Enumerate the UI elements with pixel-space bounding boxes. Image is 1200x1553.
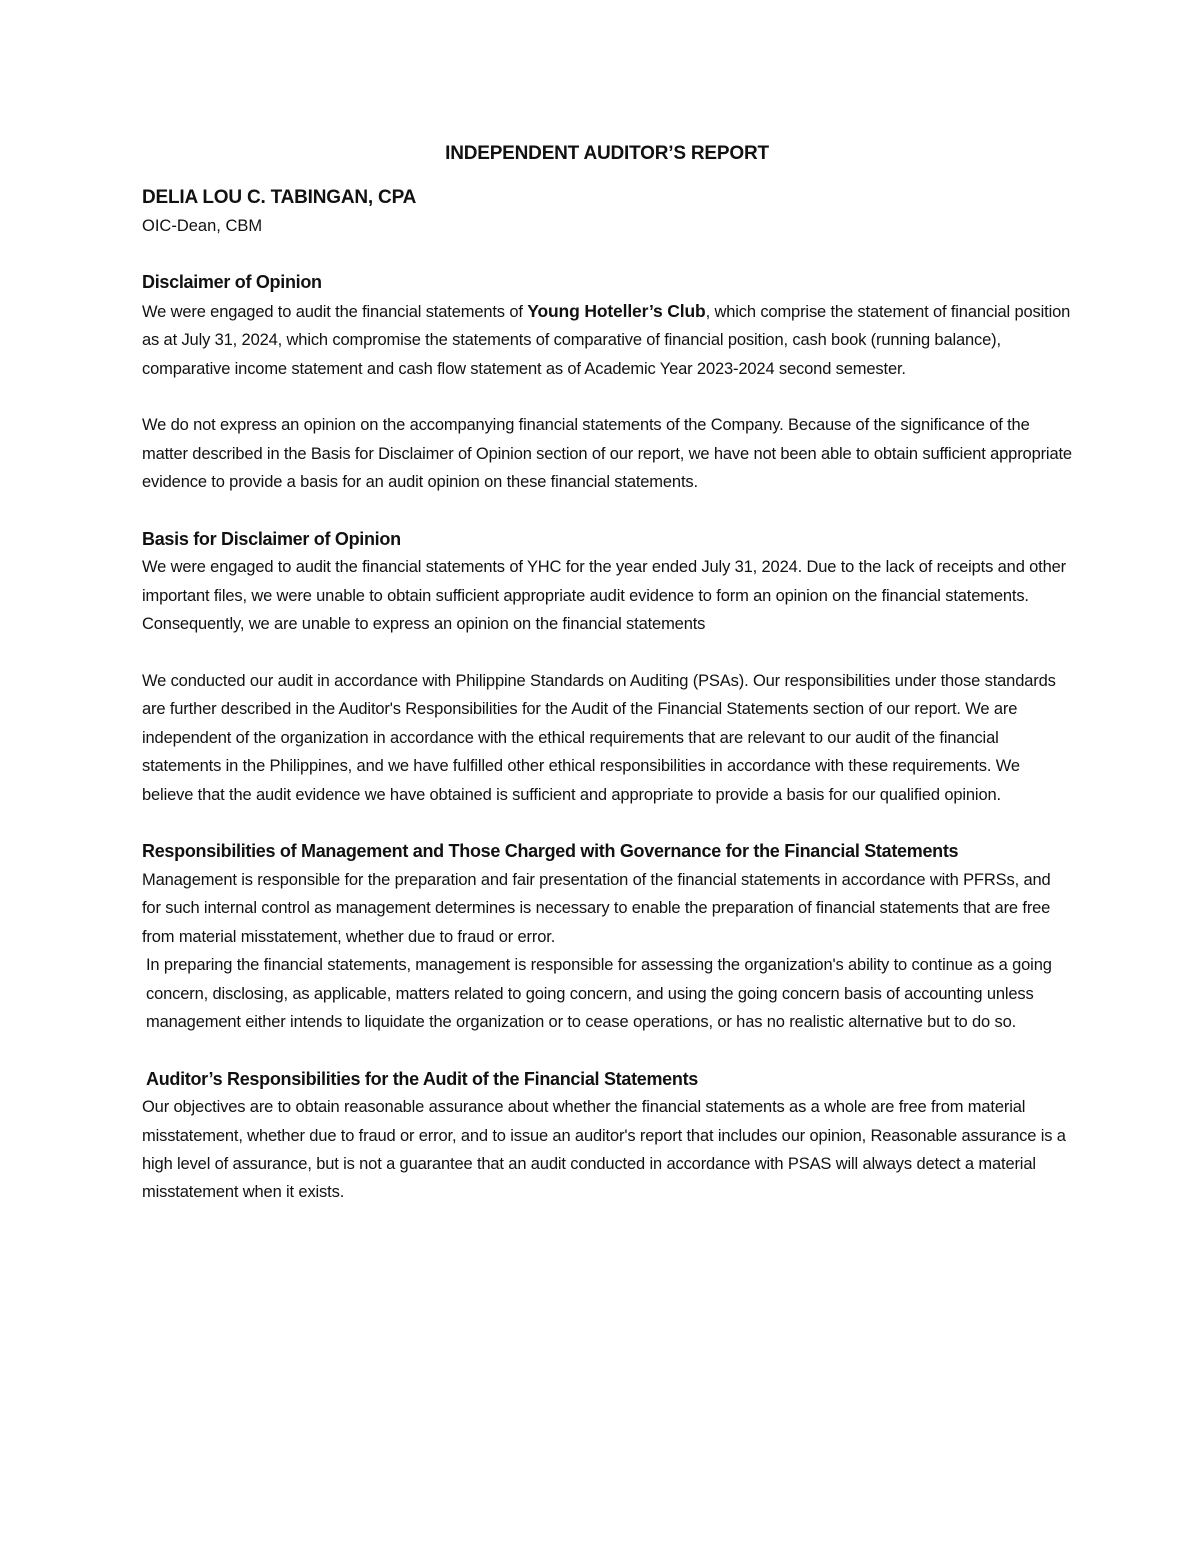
disclaimer-heading: Disclaimer of Opinion bbox=[142, 272, 322, 293]
report-title: INDEPENDENT AUDITOR’S REPORT bbox=[445, 143, 769, 164]
addressee-role: OIC-Dean, CBM bbox=[142, 217, 263, 235]
addressee-name: DELIA LOU C. TABINGAN, CPA bbox=[142, 187, 417, 208]
disclaimer-p1-after: , which comprise the statement of financial position as at July 31, 2024, which compromise the statements of comparative of financial position, cash book (running balance), comparative income statement and cash flow statement as of Academic Year 2023-2024 second semester. bbox=[142, 302, 1071, 378]
basis-paragraph-2: We conducted our audit in accordance with Philippine Standards on Auditing (PSAs). Our responsibilities under those standards are further described in the Auditor's Responsibilities for the Audit of the Financial Statements section of our report. We are independent of the organization in accordance with the ethical requirements that are relevant to our audit of the financial statements in the Philippines, and we have fulfilled other ethical responsibilities in accordance with these requirements. We believe that the audit evidence we have obtained is sufficient and appropriate to provide a basis for our qualified opinion. bbox=[142, 672, 1056, 804]
management-paragraph-1: Management is responsible for the preparation and fair presentation of the financial statements in accordance with PFRSs, and for such internal control as management determines is necessary to enable the preparation of financial statements that are free from material misstatement, whether due to fraud or error. bbox=[142, 870, 1051, 946]
auditor-heading: Auditor’s Responsibilities for the Audit of the Financial Statements bbox=[146, 1068, 698, 1089]
disclaimer-paragraph-1 bbox=[142, 297, 1072, 383]
disclaimer-p1-before: We were engaged to audit the financial statements of bbox=[142, 302, 528, 321]
spacer bbox=[142, 1036, 1072, 1064]
entity-name: Young Hoteller’s Club bbox=[527, 300, 706, 321]
spacer bbox=[142, 497, 1072, 525]
auditor-paragraph-1: Our objectives are to obtain reasonable assurance about whether the financial statements as a whole are free from material misstatement, whether due to fraud or error, and to issue an auditor's report that includes our opinion, Reasonable assurance is a high level of assurance, but is not a guarantee that an audit conducted in accordance with PSAS will always detect a material misstatement when it exists. bbox=[142, 1098, 1066, 1202]
document-page bbox=[142, 140, 1072, 1207]
spacer bbox=[142, 809, 1072, 837]
management-paragraph-2: In preparing the financial statements, management is responsible for assessing the organization's ability to continue as a going concern, disclosing, as applicable, matters related to going concern, and using the going concern basis of accounting unless management either intends to liquidate the organization or to cease operations, or has no realistic alternative but to do so. bbox=[146, 956, 1052, 1031]
management-heading: Responsibilities of Management and Those Charged with Governance for the Financial Statements bbox=[142, 841, 959, 862]
basis-heading: Basis for Disclaimer of Opinion bbox=[142, 529, 401, 550]
disclaimer-paragraph-2: We do not express an opinion on the accompanying financial statements of the Company. Because of the significance of the matter described in the Basis for Disclaimer of Opinion section of our report, we have not been able to obtain sufficient appropriate evidence to provide a basis for an audit opinion on these financial statements. bbox=[142, 416, 1072, 492]
spacer bbox=[142, 639, 1072, 667]
spacer bbox=[142, 383, 1072, 411]
basis-paragraph-1: We were engaged to audit the financial statements of YHC for the year ended July 31, 2024. Due to the lack of receipts and other important files, we were unable to obtain sufficient appropriate audit evidence to form an opinion on the financial statements. Consequently, we are unable to express an opinion on the financial statements bbox=[142, 558, 1067, 634]
